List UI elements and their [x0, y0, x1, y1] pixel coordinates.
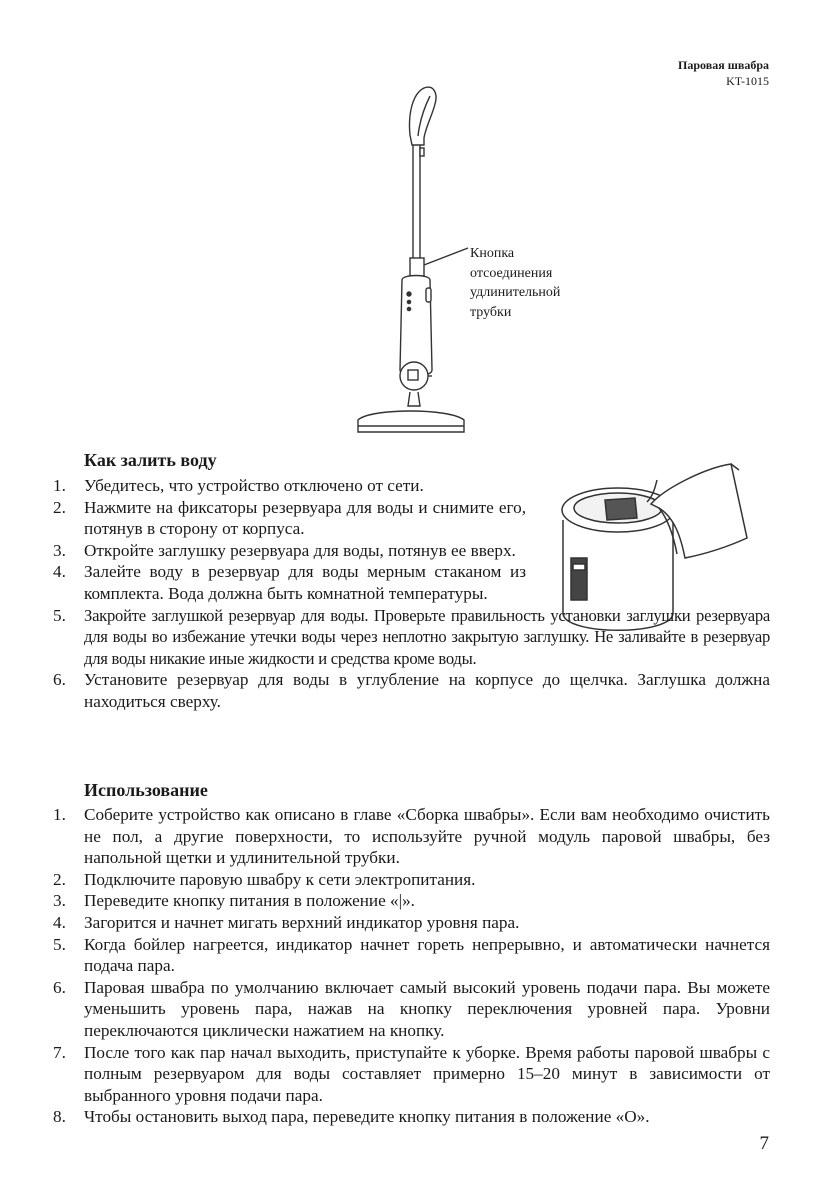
item-text: Когда бойлер нагреется, индикатор начнет гореть непрерывно, и автоматически начнется подача пара. [84, 934, 770, 976]
list-item [53, 934, 770, 977]
item-number: 4. [53, 562, 66, 582]
usage-steps [53, 804, 770, 1128]
item-text: Паровая швабра по умолчанию включает самый высокий уровень подачи пара. Вы можете уменьшить уровень пара, нажав на кнопку переключения уровней пара. Уровни переключаются циклически нажатием на кнопку. [84, 977, 770, 1040]
item-number: 2. [53, 497, 66, 517]
list-item [53, 669, 770, 712]
item-number: 7. [53, 1042, 66, 1062]
list-item [53, 912, 770, 934]
list-item [53, 1106, 770, 1128]
item-number: 4. [53, 912, 66, 932]
item-text: Переведите кнопку питания в положение «|». [84, 891, 415, 911]
item-text: Закройте заглушкой резервуар для воды. Проверьте правильность установки заглушки резервуара для воды во избежание утечки воды через неплотно закрытую заглушку. Не заливайте в резервуар для воды никакие иные жидкости и средства кроме воды. [84, 605, 770, 668]
steam-mop-illustration [340, 80, 480, 445]
item-number: 6. [53, 670, 66, 690]
item-number: 2. [53, 869, 66, 889]
list-item [53, 869, 770, 891]
list-item [53, 1042, 770, 1107]
callout-label [470, 244, 560, 322]
item-number: 8. [53, 1107, 66, 1127]
header-model: KT-1015 [726, 74, 769, 88]
section-title-fill-water: Как залить воду [84, 450, 217, 470]
list-item [53, 977, 770, 1042]
item-number: 5. [53, 934, 66, 954]
item-number: 5. [53, 605, 66, 625]
page-number: 7 [759, 1133, 769, 1154]
item-text: Подключите паровую швабру к сети электропитания. [84, 869, 476, 889]
item-text: Загорится и начнет мигать верхний индикатор уровня пара. [84, 912, 520, 932]
callout-line: удлинительной [470, 285, 561, 300]
item-text: Откройте заглушку резервуара для воды, потянув ее вверх. [84, 540, 516, 560]
item-text: Залейте воду в резервуар для воды мерным стаканом из комплекта. Вода должна быть комнатной температуры. [84, 562, 526, 603]
item-text: Нажмите на фиксаторы резервуара для воды и снимите его, потянув в сторону от корпуса. [84, 497, 526, 539]
item-text: Установите резервуар для воды в углубление на корпусе до щелчка. Заглушка должна находиться сверху. [84, 670, 770, 711]
item-number: 1. [53, 805, 66, 824]
list-item [53, 890, 770, 912]
list-item [53, 540, 770, 562]
callout-line: отсоединения [470, 265, 553, 281]
item-number: 6. [53, 977, 66, 997]
list-item [53, 804, 770, 869]
header-title: Паровая швабра [678, 58, 769, 72]
section-title-usage: Использование [84, 780, 208, 800]
page-header [678, 57, 769, 89]
list-item [53, 561, 770, 604]
item-text: После того как пар начал выходить, приступайте к уборке. Время работы паровой швабры с полным резервуаром для воды составляет примерно 15–20 минут в зависимости от выбранного уровня подачи пара. [84, 1042, 770, 1105]
item-text: Чтобы остановить выход пара, переведите кнопку питания в положение «O». [84, 1107, 650, 1127]
list-item [53, 475, 770, 497]
callout-line: Кнопка [470, 246, 515, 261]
fill-water-steps [53, 475, 770, 713]
list-item [53, 497, 770, 540]
item-text: Убедитесь, что устройство отключено от сети. [84, 476, 424, 495]
callout-line: трубки [470, 304, 512, 320]
item-text: Соберите устройство как описано в главе «Сборка швабры». Если вам необходимо очистить не пол, а другие поверхности, то используйте ручной модуль паровой швабры, без напольной щетки и удлинительной трубки. [84, 805, 770, 868]
item-number: 3. [53, 891, 66, 911]
item-number: 3. [53, 540, 66, 560]
item-number: 1. [53, 476, 66, 495]
list-item [53, 605, 770, 670]
